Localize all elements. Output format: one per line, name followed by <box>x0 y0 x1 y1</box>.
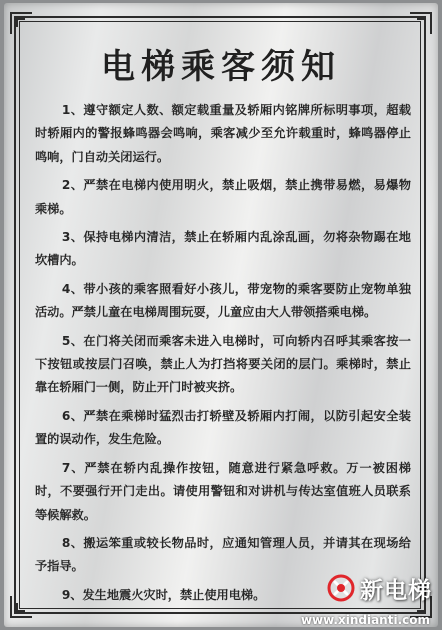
rules-list <box>35 99 411 612</box>
sign-plate <box>4 3 438 627</box>
rule-item: 2、严禁在电梯内使用明火，禁止吸烟，禁止携带易燃，易爆物乘梯。 <box>35 178 411 216</box>
sign-title: 电梯乘客须知 <box>101 47 341 87</box>
corner-ornament-top-left <box>10 12 32 34</box>
watermark <box>272 564 432 612</box>
corner-ornament-bottom-left <box>10 596 32 618</box>
rule-item: 3、保持电梯内清洁，禁止在轿厢内乱涂乱画，勿将杂物踢在地坎槽内。 <box>35 230 411 268</box>
corner-ornament-top-right <box>410 12 432 34</box>
rule-item: 6、严禁在乘梯时猛烈击打轿壁及轿厢内打闹，以防引起安全装置的误动作，发生危险。 <box>35 408 411 447</box>
rule-item: 4、带小孩的乘客照看好小孩儿，带宠物的乘客要防止宠物单独活动。严禁儿童在电梯周围玩耍，儿童应由大人带领搭乘电梯。 <box>35 281 411 320</box>
watermark-url: www.xindianti.com <box>300 613 430 627</box>
rule-item: 1、遵守额定人数、额定载重量及轿厢内铭牌所标明事项，超载时轿厢内的警报蜂鸣器会鸣响，乘客减少至允许载重时，蜂鸣器停止鸣响，门自动关闭运行。 <box>35 103 411 164</box>
rule-item: 8、搬运笨重或较长物品时，应通知管理人员，并请其在现场给予指导。 <box>35 535 411 574</box>
brand-logo-icon <box>326 573 356 603</box>
rule-item: 5、在门将关闭而乘客未进入电梯时，可向轿内召呼其乘客按一下按钮或按层门召唤，禁止人为打挡将要关闭的层门。乘梯时，禁止靠在轿厢门一侧，防止开门时被夹挤。 <box>35 333 411 395</box>
rule-item: 9、发生地震火灾时，禁止使用电梯。 <box>61 587 266 602</box>
rule-item: 7、严禁在轿内乱操作按钮，随意进行紧急呼救。万一被困梯时，不要强行开门走出。请使用警钮和对讲机与传达室值班人员联系等候解救。 <box>35 460 411 522</box>
watermark-brand: 新电梯 <box>360 577 432 604</box>
